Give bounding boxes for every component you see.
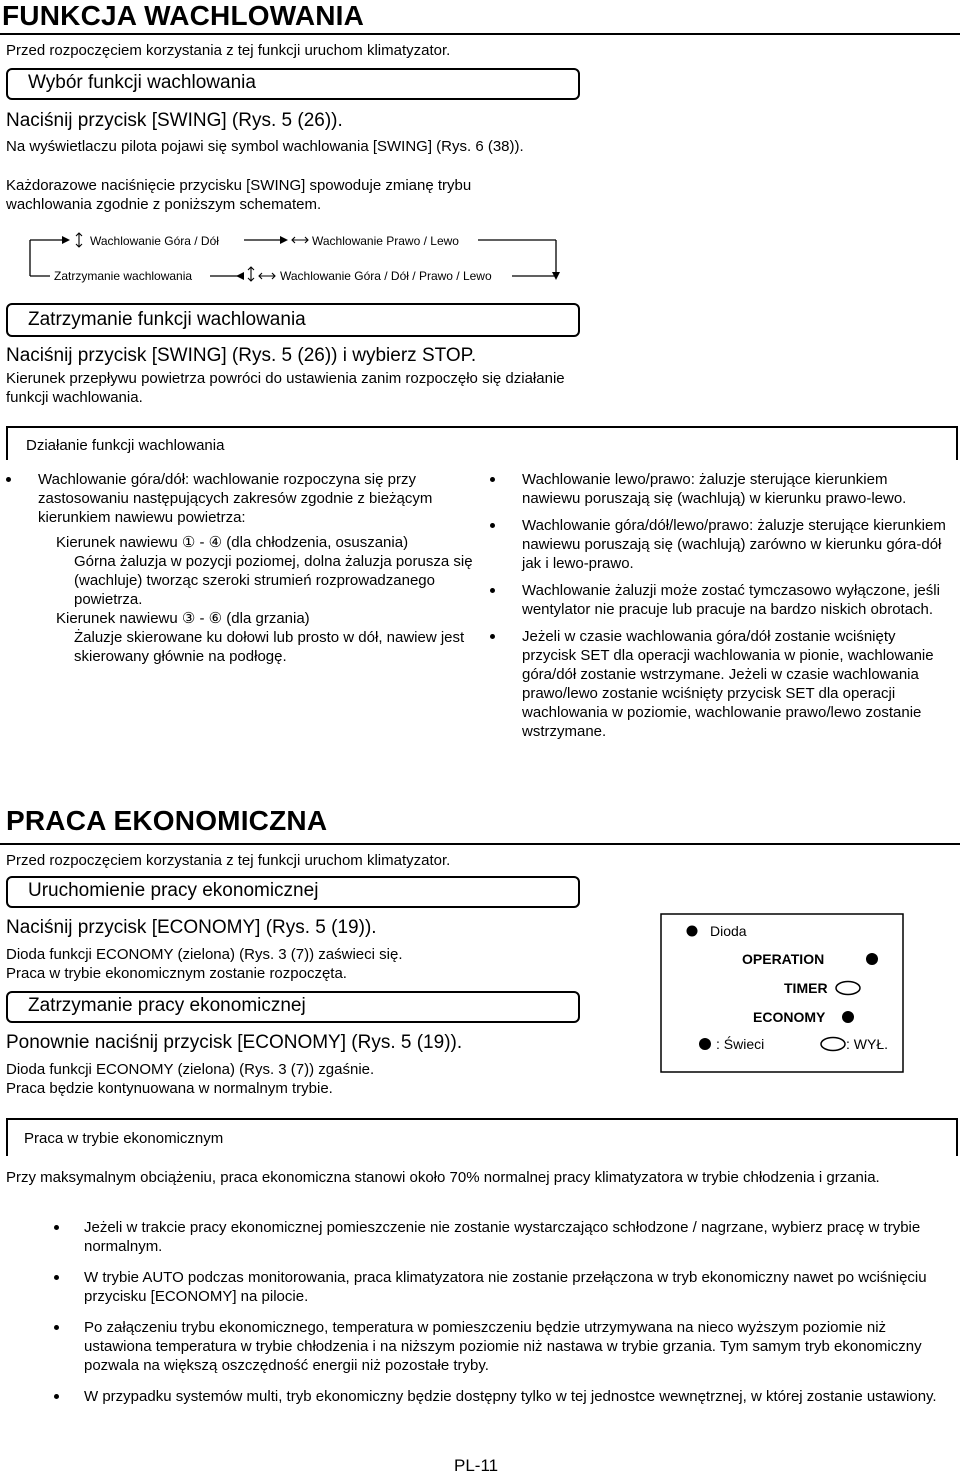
subheading-box-eco-start	[6, 876, 580, 908]
note-title-swing: Działanie funkcji wachlowania	[26, 437, 225, 454]
note-box-economy	[6, 1118, 958, 1156]
bullet-icon	[54, 1394, 59, 1399]
section-title-economy: PRACA EKONOMICZNA	[6, 805, 328, 836]
operation-led-icon	[866, 953, 878, 965]
bullet-icon	[6, 477, 11, 482]
bullet-text: Po załączeniu trybu ekonomicznego, temperatura w pomieszczeniu będzie utrzymywana na nieco wyższym poziomie niż ustawiona temperatura w trybie chłodzenia i na niższym poziomie niż nastawa w trybie grzania. Tym samym tryb ekonomiczny pozwala na większą oszczędność energii niż pozostałe tryby.	[84, 1319, 922, 1374]
swing-leftright-icon	[292, 237, 308, 243]
diagram-item-updown: Wachlowanie Góra / Dół	[90, 234, 219, 248]
panel-off-label: : WYŁ.	[846, 1036, 889, 1052]
select-text-2: Każdorazowe naciśnięcie przycisku [SWING] spowoduje zmianę trybu wachlowania zgodnie z poniższym schematem.	[6, 177, 472, 213]
list-item	[490, 581, 946, 619]
panel-on-label: : Świeci	[716, 1036, 765, 1052]
note-box-swing	[6, 426, 958, 460]
list-item	[490, 470, 946, 508]
list-item	[36, 1387, 948, 1406]
economy-intro: Przed rozpoczęciem korzystania z tej funkcji uruchom klimatyzator.	[6, 852, 451, 869]
direction-2-title: Kierunek nawiewu ③ - ⑥ (dla grzania)	[56, 610, 310, 627]
subheading-select: Wybór funkcji wachlowania	[28, 72, 256, 93]
economy-note-intro: Przy maksymalnym obciążeniu, praca ekonomiczna stanowi około 70% normalnej pracy klimatyzatora w trybie chłodzenia i grzania.	[6, 1169, 880, 1186]
swing-intro: Przed rozpoczęciem korzystania z tej funkcji uruchom klimatyzator.	[6, 42, 451, 59]
led-on-icon	[699, 1038, 711, 1050]
bullet-text: Wachlowanie żaluzji może zostać tymczasowo wyłączone, jeśli wentylator nie pracuje lub pracuje na bardzo niskich obrotach.	[522, 582, 940, 618]
subheading-box-stop	[6, 303, 580, 337]
panel-timer-label: TIMER	[784, 980, 828, 996]
list-item	[36, 1318, 948, 1375]
list-item	[490, 627, 946, 741]
list-item	[36, 1268, 948, 1306]
subheading-eco-start: Uruchomienie pracy ekonomicznej	[28, 880, 319, 901]
panel-operation-label: OPERATION	[742, 951, 825, 967]
select-text-1: Na wyświetlaczu pilota pojawi się symbol wachlowania [SWING] (Rys. 6 (38)).	[6, 138, 524, 155]
title-rule	[0, 843, 960, 845]
led-indicator-panel	[660, 913, 904, 1073]
swing-cycle-diagram	[26, 228, 562, 284]
stop-press-instruction: Naciśnij przycisk [SWING] (Rys. 5 (26)) i wybierz STOP.	[6, 345, 477, 366]
eco-start-text-1: Dioda funkcji ECONOMY (zielona) (Rys. 3 (7)) zaświeci się.	[6, 946, 403, 963]
economy-led-icon	[842, 1011, 854, 1023]
subheading-box-select	[6, 68, 580, 100]
diagram-item-all: Wachlowanie Góra / Dół / Prawo / Lewo	[280, 269, 492, 283]
subheading-eco-stop: Zatrzymanie pracy ekonomicznej	[28, 995, 306, 1016]
economy-note-list	[36, 1218, 948, 1406]
bullet-text: Jeżeli w czasie wachlowania góra/dół zostanie wciśnięty przycisk SET dla operacji wachlowania w pionie, wachlowanie góra/dół zostanie wstrzymane. Jeżeli w czasie wachlowania prawo/lewo zostanie wciśnięty przycisk SET dla operacji wachlowania w poziomie, wachlowanie prawo/lewo zostanie wstrzymane.	[522, 628, 934, 740]
title-rule	[0, 33, 960, 35]
subheading-stop: Zatrzymanie funkcji wachlowania	[28, 309, 306, 330]
list-item	[490, 516, 946, 573]
swing-all-directions-icon	[248, 267, 275, 281]
led-legend-icon	[687, 926, 698, 937]
eco-start-press: Naciśnij przycisk [ECONOMY] (Rys. 5 (19)).	[6, 917, 377, 938]
section-title-swing: FUNKCJA WACHLOWANIA	[2, 0, 365, 31]
bullet-text: Wachlowanie góra/dół: wachlowanie rozpoczyna się przy zastosowaniu następujących zakresów zgodnie z bieżącym kierunkiem nawiewu powietrza:	[38, 471, 433, 526]
diagram-item-leftright: Wachlowanie Prawo / Lewo	[312, 234, 459, 248]
panel-dioda-label: Dioda	[710, 923, 747, 939]
bullet-icon	[54, 1325, 59, 1330]
bullet-icon	[490, 523, 495, 528]
eco-stop-text-2: Praca będzie kontynuowana w normalnym trybie.	[6, 1080, 333, 1097]
bullet-text: W przypadku systemów multi, tryb ekonomiczny będzie dostępny tylko w tej jednostce wewnętrznej, w której zostanie ustawiony.	[84, 1388, 937, 1405]
eco-stop-press: Ponownie naciśnij przycisk [ECONOMY] (Rys. 5 (19)).	[6, 1032, 463, 1053]
bullet-text: Jeżeli w trakcie pracy ekonomicznej pomieszczenie nie zostanie wystarczająco schłodzone / nagrzane, wybierz pracę w trybie normalnym.	[84, 1219, 921, 1255]
select-press-instruction: Naciśnij przycisk [SWING] (Rys. 5 (26)).	[6, 110, 343, 131]
direction-1-title: Kierunek nawiewu ① - ④ (dla chłodzenia, osuszania)	[56, 534, 409, 551]
page-number: PL-11	[454, 1456, 499, 1475]
swing-note-left-column	[6, 470, 476, 666]
note-title-economy: Praca w trybie ekonomicznym	[24, 1130, 224, 1147]
direction-1-text: Górna żaluzja w pozycji poziomej, dolna żaluzja porusza się (wachluje) tworząc szeroki strumień rozprowadzanego powietrza.	[74, 553, 473, 608]
bullet-text: Wachlowanie góra/dół/lewo/prawo: żaluzje sterujące kierunkiem nawiewu poruszają się (wachlują) zarówno w kierunku góra-dół jak i lewo-prawo.	[522, 517, 946, 572]
bullet-icon	[490, 477, 495, 482]
bullet-icon	[54, 1225, 59, 1230]
direction-2-text: Żaluzje skierowane ku dołowi lub prosto w dół, nawiew jest skierowany głównie na podłogę.	[74, 629, 465, 665]
diagram-item-stop: Zatrzymanie wachlowania	[54, 269, 193, 283]
eco-stop-text-1: Dioda funkcji ECONOMY (zielona) (Rys. 3 (7)) zgaśnie.	[6, 1061, 375, 1078]
eco-start-text-2: Praca w trybie ekonomicznym zostanie rozpoczęta.	[6, 965, 347, 982]
swing-updown-icon	[76, 233, 82, 247]
panel-economy-label: ECONOMY	[753, 1009, 826, 1025]
list-item	[36, 1218, 948, 1256]
list-item	[6, 470, 476, 527]
bullet-icon	[490, 588, 495, 593]
subheading-box-eco-stop	[6, 991, 580, 1023]
bullet-text: Wachlowanie lewo/prawo: żaluzje sterujące kierunkiem nawiewu poruszają się (wachlują) w kierunku prawo-lewo.	[522, 471, 907, 507]
swing-note-right-column	[490, 470, 946, 741]
stop-text: Kierunek przepływu powietrza powróci do ustawienia zanim rozpoczęło się działanie funkcji wachlowania.	[6, 370, 565, 406]
bullet-text: W trybie AUTO podczas monitorowania, praca klimatyzatora nie zostanie przełączona w tryb ekonomiczny nawet po wciśnięciu przycisku [ECONOMY] na pilocie.	[84, 1269, 927, 1305]
bullet-icon	[490, 634, 495, 639]
bullet-icon	[54, 1275, 59, 1280]
